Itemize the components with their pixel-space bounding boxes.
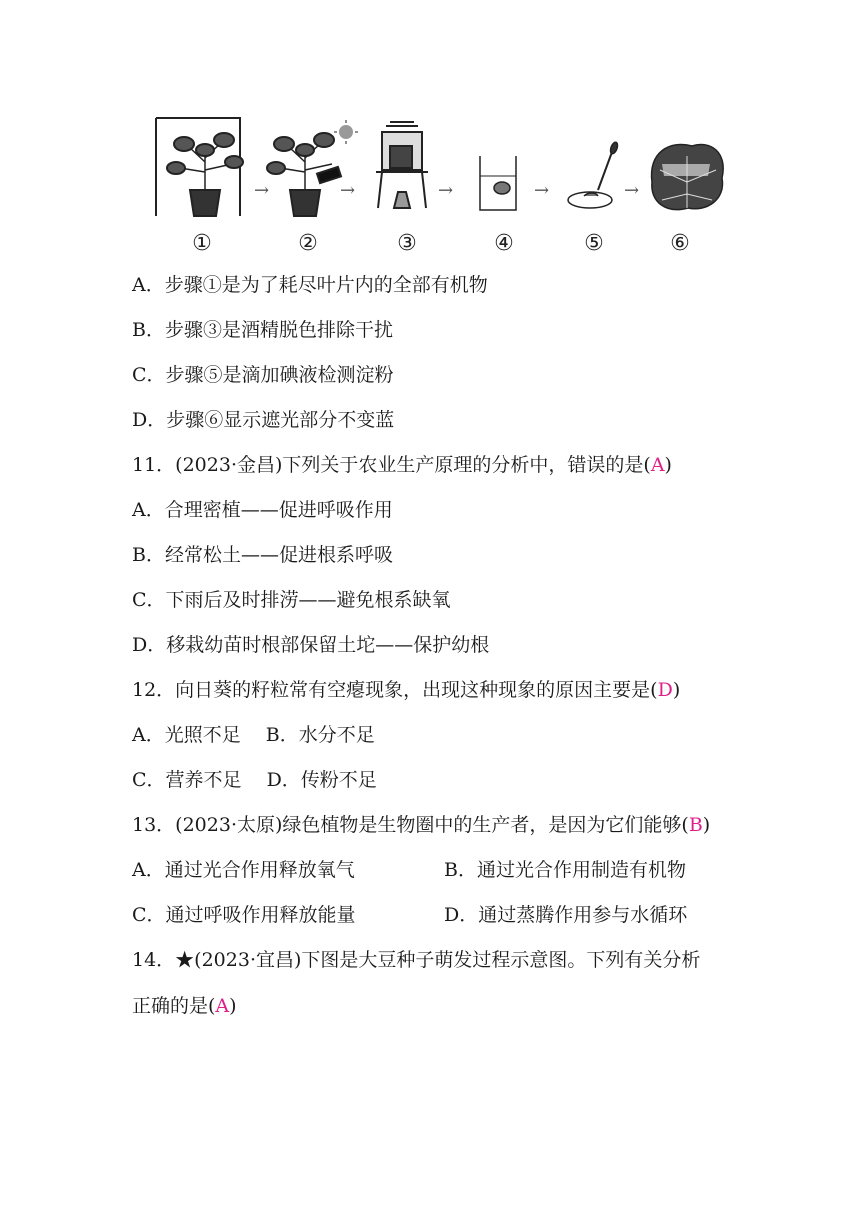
- q12-options-row2: C．营养不足 D．传粉不足: [132, 769, 377, 791]
- step2-shaded-leaf-plant: [267, 120, 358, 216]
- q14-stem-line1: 14．★(2023·宜昌)下图是大豆种子萌发过程示意图。下列有关分析: [132, 949, 701, 971]
- q11-answer: A: [650, 454, 665, 476]
- step-label-3: ③: [397, 231, 417, 256]
- q14-answer: A: [215, 995, 230, 1017]
- q12-stem-text: 12．向日葵的籽粒常有空瘪现象，出现这种现象的原因主要是(: [132, 679, 658, 701]
- step-label-2: ②: [298, 231, 318, 256]
- q10-option-b: B．步骤③是酒精脱色排除干扰: [132, 319, 393, 341]
- q11-stem: [132, 453, 672, 477]
- q13-option-b: B．通过光合作用制造有机物: [444, 859, 686, 881]
- arrow-4: →: [534, 180, 550, 201]
- arrow-2: →: [340, 180, 356, 201]
- step-label-4: ④: [494, 231, 514, 256]
- q12-close: ): [672, 679, 681, 701]
- step5-iodine-dropper: [568, 141, 619, 208]
- q12-options-row1: A．光照不足 B．水分不足: [132, 724, 375, 746]
- q13-stem-text: 13．(2023·太原)绿色植物是生物圈中的生产者，是因为它们能够(: [132, 814, 689, 836]
- q14-stem-text: 正确的是(: [132, 995, 216, 1017]
- step-label-1: ①: [192, 231, 212, 256]
- experiment-steps-diagram: [150, 112, 730, 257]
- step3-water-bath-heating: [376, 122, 428, 208]
- q10-option-d: D．步骤⑥显示遮光部分不变蓝: [132, 409, 395, 431]
- q11-option-d: D．移栽幼苗时根部保留土坨——保护幼根: [132, 634, 490, 656]
- q11-stem-text: 11．(2023·金昌)下列关于农业生产原理的分析中，错误的是(: [132, 454, 651, 476]
- arrow-3: →: [438, 180, 454, 201]
- q11-close: ): [664, 454, 672, 476]
- q13-option-c: C．通过呼吸作用释放能量: [132, 904, 356, 926]
- q13-stem: [132, 813, 710, 837]
- arrow-1: →: [254, 180, 270, 201]
- arrow-5: →: [624, 180, 640, 201]
- q13-answer: B: [688, 814, 703, 836]
- q12-stem: [132, 678, 680, 702]
- q10-option-a: A．步骤①是为了耗尽叶片内的全部有机物: [132, 274, 488, 296]
- q13-option-a: A．通过光合作用释放氧气: [132, 859, 355, 881]
- q12-answer: D: [657, 679, 673, 701]
- step4-beaker-rinse: [480, 156, 516, 210]
- step-label-5: ⑤: [584, 231, 604, 256]
- q13-close: ): [702, 814, 711, 836]
- experiment-figure: [150, 112, 730, 257]
- step-label-6: ⑥: [670, 231, 690, 256]
- q11-option-c: C．下雨后及时排涝——避免根系缺氧: [132, 589, 451, 611]
- step6-result-leaf: [652, 144, 724, 209]
- step1-dark-box-plant: [156, 118, 243, 216]
- q10-option-c: C．步骤⑤是滴加碘液检测淀粉: [132, 364, 394, 386]
- q13-option-d: D．通过蒸腾作用参与水循环: [444, 904, 688, 926]
- q14-stem-line2: [132, 994, 237, 1018]
- q14-close: ): [229, 995, 237, 1017]
- q11-option-b: B．经常松土——促进根系呼吸: [132, 544, 393, 566]
- q11-option-a: A．合理密植——促进呼吸作用: [132, 499, 393, 521]
